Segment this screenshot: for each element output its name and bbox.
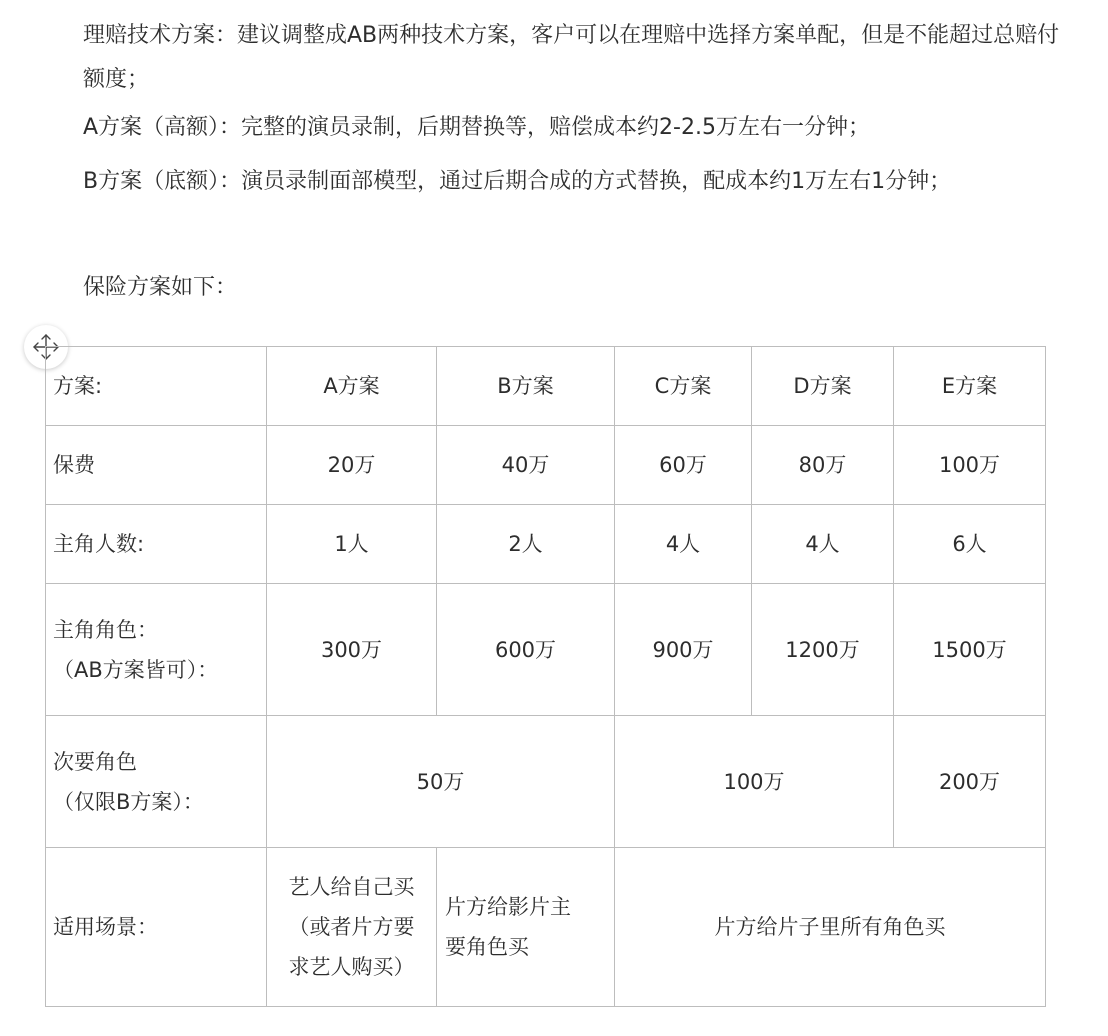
plan-a-header: A方案 bbox=[267, 347, 437, 426]
lead-role-a-cell: 300万 bbox=[267, 584, 437, 716]
lead-role-label-line2: （AB方案皆可）： bbox=[53, 657, 219, 682]
scenario-b-line1: 片方给影片主 bbox=[445, 895, 571, 919]
premium-c-cell: 60万 bbox=[615, 426, 752, 505]
plan-b-header: B方案 bbox=[437, 347, 615, 426]
paragraph-plan-b: B方案（底额）：演员录制面部模型，通过后期合成的方式替换，配成本约1万左右1分钟； bbox=[83, 169, 952, 194]
premium-d-cell: 80万 bbox=[752, 426, 894, 505]
lead-role-label-line1: 主角角色： bbox=[53, 617, 158, 642]
premium-label-cell: 保费 bbox=[46, 426, 267, 505]
plan-e-header: E方案 bbox=[894, 347, 1046, 426]
table-row-lead-role bbox=[46, 584, 1046, 716]
table-row-scenario bbox=[46, 848, 1046, 1007]
plan-label-cell: 方案: bbox=[46, 347, 267, 426]
insurance-plan-table bbox=[45, 346, 1046, 1007]
paragraph-insurance-intro: 保险方案如下： bbox=[83, 275, 238, 300]
lead-role-d-cell: 1200万 bbox=[752, 584, 894, 716]
lead-count-label-cell: 主角人数: bbox=[46, 505, 267, 584]
scenario-b-line2: 要角色买 bbox=[445, 935, 529, 959]
lead-count-a-cell: 1人 bbox=[267, 505, 437, 584]
lead-role-b-cell: 600万 bbox=[437, 584, 615, 716]
plan-c-header: C方案 bbox=[615, 347, 752, 426]
table-row-secondary-role bbox=[46, 716, 1046, 848]
table-row-header bbox=[46, 347, 1046, 426]
scenario-b-text bbox=[445, 887, 571, 967]
lead-role-label-cell bbox=[46, 584, 267, 716]
premium-b-cell: 40万 bbox=[437, 426, 615, 505]
lead-count-b-cell: 2人 bbox=[437, 505, 615, 584]
secondary-role-ab-cell: 50万 bbox=[267, 716, 615, 848]
scenario-a-text bbox=[289, 867, 415, 987]
lead-count-d-cell: 4人 bbox=[752, 505, 894, 584]
premium-a-cell: 20万 bbox=[267, 426, 437, 505]
lead-count-c-cell: 4人 bbox=[615, 505, 752, 584]
premium-e-cell: 100万 bbox=[894, 426, 1046, 505]
lead-count-e-cell: 6人 bbox=[894, 505, 1046, 584]
paragraph-claims-plan: 理赔技术方案：建议调整成AB两种技术方案，客户可以在理赔中选择方案单配，但是不能超过总赔付额度； bbox=[83, 23, 1060, 92]
secondary-role-cd-cell: 100万 bbox=[615, 716, 894, 848]
secondary-role-label-line1: 次要角色 bbox=[53, 749, 137, 774]
scenario-b-cell bbox=[437, 848, 615, 1007]
scenario-a-line2: （或者片方要 bbox=[288, 915, 415, 939]
lead-role-c-cell: 900万 bbox=[615, 584, 752, 716]
table-row-premium bbox=[46, 426, 1046, 505]
scenario-a-line1: 艺人给自己买 bbox=[288, 875, 415, 899]
scenario-cde-cell: 片方给片子里所有角色买 bbox=[615, 848, 1046, 1007]
secondary-role-e-cell: 200万 bbox=[894, 716, 1046, 848]
scenario-label-cell: 适用场景： bbox=[46, 848, 267, 1007]
secondary-role-label-line2: （仅限B方案）： bbox=[53, 789, 204, 814]
scenario-a-line3: 求艺人购买） bbox=[288, 955, 415, 979]
paragraph-plan-a: A方案（高额）：完整的演员录制，后期替换等，赔偿成本约2-2.5万左右一分钟； bbox=[83, 115, 870, 140]
lead-role-e-cell: 1500万 bbox=[894, 584, 1046, 716]
scenario-a-cell bbox=[267, 848, 437, 1007]
table-row-lead-count bbox=[46, 505, 1046, 584]
secondary-role-label-cell bbox=[46, 716, 267, 848]
plan-d-header: D方案 bbox=[752, 347, 894, 426]
